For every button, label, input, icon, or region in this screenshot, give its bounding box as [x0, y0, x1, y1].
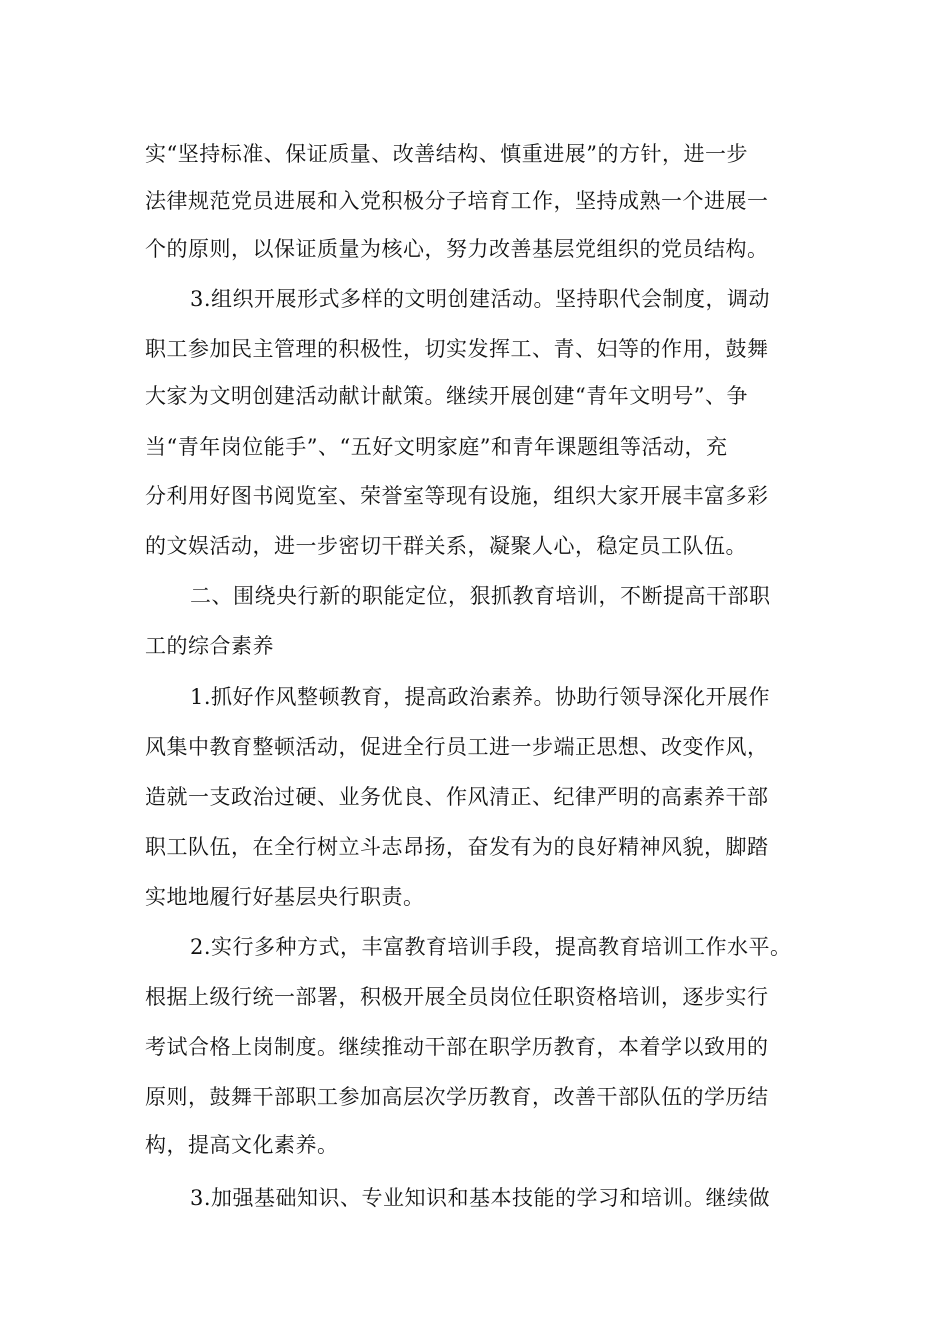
text-line: 考试合格上岗制度。继续推动干部在职学历教育，本着学以致用的	[145, 1035, 769, 1059]
text-line: 职工参加民主管理的积极性，切实发挥工、青、妇等的作用，鼓舞	[145, 337, 769, 361]
text-line: 职工队伍，在全行树立斗志昂扬，奋发有为的良好精神风貌，脚踏	[145, 835, 769, 859]
text-line: 3.组织开展形式多样的文明创建活动。坚持职代会制度，调动	[190, 287, 771, 311]
section-heading: 工的综合素养	[145, 634, 274, 658]
text-line: 当“青年岗位能手”、“五好文明家庭”和青年课题组等活动，充	[145, 435, 728, 459]
text-line: 实“坚持标准、保证质量、改善结构、慎重进展”的方针，进一步	[145, 142, 748, 166]
text-line: 根据上级行统一部署，积极开展全员岗位任职资格培训，逐步实行	[145, 985, 769, 1009]
text-line: 分利用好图书阅览室、荣誉室等现有设施，组织大家开展丰富多彩	[145, 484, 769, 508]
section-heading: 二、围绕央行新的职能定位，狠抓教育培训，不断提高干部职	[190, 584, 771, 608]
text-line: 法律规范党员进展和入党积极分子培育工作，坚持成熟一个进展一	[145, 189, 769, 213]
text-line: 构，提高文化素养。	[145, 1133, 339, 1157]
text-line: 原则，鼓舞干部职工参加高层次学历教育，改善干部队伍的学历结	[145, 1085, 769, 1109]
text-line: 2.实行多种方式，丰富教育培训手段，提高教育培训工作水平。	[190, 935, 792, 959]
text-line: 个的原则，以保证质量为核心，努力改善基层党组织的党员结构。	[145, 237, 769, 261]
text-line: 实地地履行好基层央行职责。	[145, 885, 425, 909]
text-line: 风集中教育整顿活动，促进全行员工进一步端正思想、改变作风，	[145, 735, 769, 759]
text-line: 造就一支政治过硬、业务优良、作风清正、纪律严明的高素养干部	[145, 785, 769, 809]
text-line: 大家为文明创建活动献计献策。继续开展创建“青年文明号”、争	[145, 384, 748, 408]
text-line: 1.抓好作风整顿教育，提高政治素养。协助行领导深化开展作	[190, 685, 771, 709]
text-line: 3.加强基础知识、专业知识和基本技能的学习和培训。继续做	[190, 1186, 771, 1210]
text-line: 的文娱活动，进一步密切干群关系，凝聚人心，稳定员工队伍。	[145, 534, 747, 558]
